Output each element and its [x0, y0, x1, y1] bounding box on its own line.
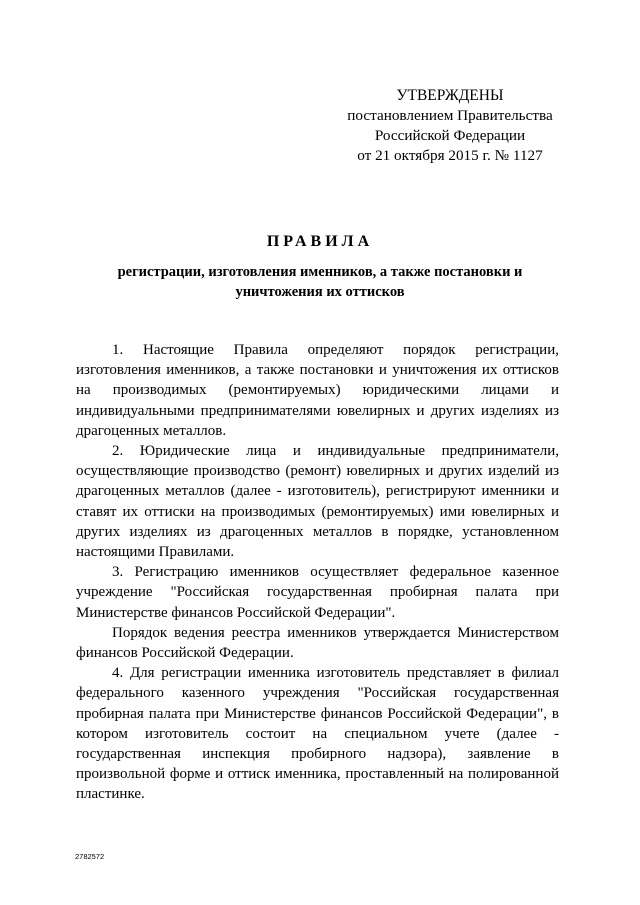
paragraph-3-registry: Порядок ведения реестра именников утверждается Министерством финансов Российской Федерации.: [76, 624, 559, 662]
paragraph-1: 1. Настоящие Правила определяют порядок регистрации, изготовления именников, а также постановки и уничтожения их оттисков на производимых (ремонтируемых) юридическими лицами и индивидуальными предпринимателями ювелирных и других изделиях из драгоценных металлов.: [76, 342, 559, 439]
paragraph-2: 2. Юридические лица и индивидуальные предприниматели, осуществляющие производство (ремонт) ювелирных и других изделий из драгоценных металлов (далее - изготовитель), регистрируют именники и ставят их оттиски на производимых (ремонтируемых) ими ювелирных и других изделиях из драгоценных металлов в порядке, установленном настоящими Правилами.: [76, 443, 559, 561]
approval-line-2: Российской Федерации: [374, 127, 526, 144]
document-body: [76, 340, 559, 805]
approval-block: [340, 86, 560, 166]
paragraph-3: 3. Регистрацию именников осуществляет федеральное казенное учреждение "Российская государственная пробирная палата при Министерстве финансов Российской Федерации".: [76, 564, 559, 621]
approval-title: УТВЕРЖДЕНЫ: [396, 87, 504, 104]
paragraph-4: 4. Для регистрации именника изготовитель представляет в филиал федерального казенного учреждения "Российская государственная пробирная палата при Министерстве финансов Российской Федерации", в котором изготовитель состоит на специальном учете (далее - государственная инспекция пробирного надзора), заявление в произвольной форме и оттиск именника, проставленный на полированной пластинке.: [76, 665, 559, 803]
document-code: 2782572: [75, 852, 105, 861]
document-title: ПРАВИЛА: [266, 233, 374, 250]
approval-line-1: постановлением Правительства: [347, 107, 553, 124]
document-subtitle: регистрации, изготовления именников, а также постановки и уничтожения их оттисков: [117, 264, 523, 300]
approval-line-3: от 21 октября 2015 г. № 1127: [357, 147, 543, 164]
